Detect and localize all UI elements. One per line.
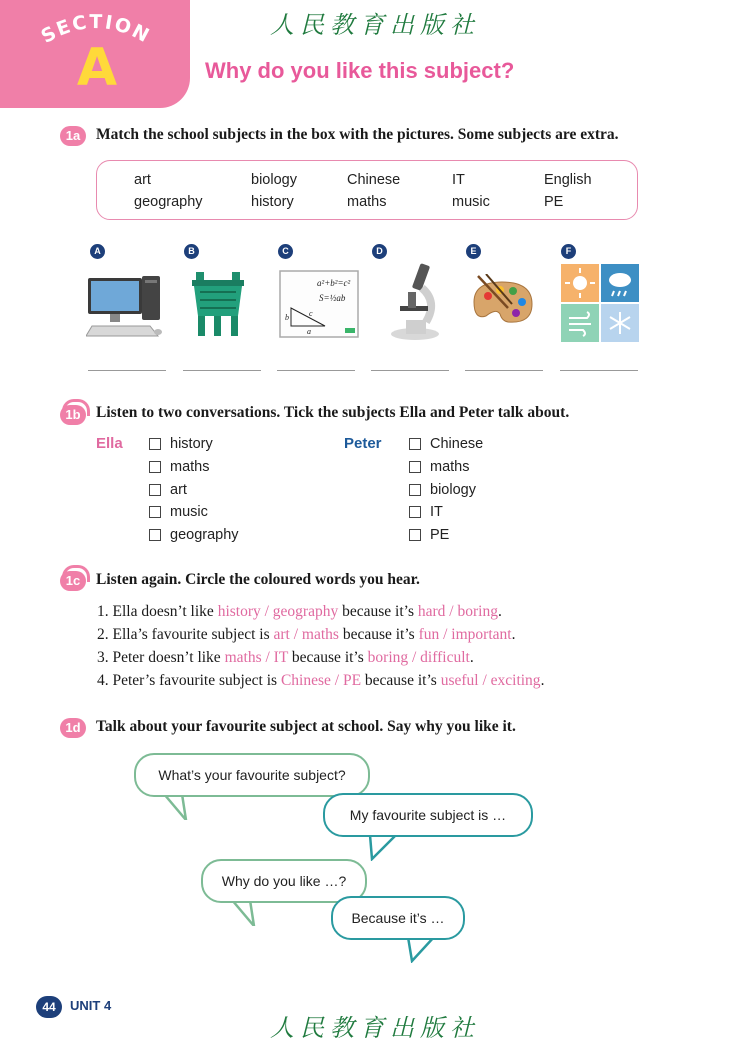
checkbox-peter-chinese[interactable] (409, 438, 421, 450)
sentence-text: because it’s (288, 649, 368, 666)
sentence-3 (97, 649, 474, 667)
bubble-2-tail (366, 835, 406, 861)
activity-1c-badge: 1c (60, 571, 86, 591)
sentence-text: . (469, 649, 474, 666)
peter-item-chinese: Chinese (430, 436, 484, 452)
word-maths: maths (347, 194, 387, 210)
activity-1a-badge: 1a (60, 126, 86, 146)
word-geography: geography (134, 194, 203, 210)
peter-item-biology: biology (430, 482, 476, 498)
bubble-3-tail (228, 900, 268, 926)
ella-item-maths: maths (170, 459, 210, 475)
answer-line-a[interactable] (88, 370, 166, 371)
answer-line-b[interactable] (183, 370, 261, 371)
picture-letter-e: E (466, 244, 481, 259)
word-music: music (452, 194, 490, 210)
sentence-text: Ella doesn’t like (112, 603, 218, 620)
triangle-side-b: b (285, 313, 289, 322)
speech-bubble-4: Because it’s … (331, 896, 465, 940)
ella-item-art: art (170, 482, 187, 498)
bronze-vessel-icon (188, 270, 248, 338)
sentence-number: 3. (97, 649, 109, 666)
highlight-choice[interactable]: hard / boring (417, 603, 498, 620)
section-letter: A (76, 38, 118, 98)
activity-1b-instruction: Listen to two conversations. Tick the subjects Ella and Peter talk about. (96, 404, 570, 421)
math-formula-icon (279, 270, 359, 338)
sentence-text: Ella’s favourite subject is (112, 626, 274, 643)
sentence-text: because it’s (338, 626, 419, 643)
activity-1a-instruction: Match the school subjects in the box with the pictures. Some subjects are extra. (96, 126, 619, 143)
peter-label: Peter (344, 435, 382, 452)
checkbox-peter-maths[interactable] (409, 461, 421, 473)
word-pe: PE (544, 194, 564, 210)
checkbox-peter-it[interactable] (409, 506, 421, 518)
picture-letter-f: F (561, 244, 576, 259)
activity-1d-instruction: Talk about your favourite subject at school. Say why you like it. (96, 718, 516, 735)
highlight-choice[interactable]: fun / important (418, 626, 512, 643)
word-english: English (544, 172, 592, 188)
sentence-text: because it’s (338, 603, 418, 620)
sentence-2 (97, 626, 515, 644)
ella-item-geography: geography (170, 527, 239, 543)
highlight-choice[interactable]: history / geography (217, 603, 339, 620)
word-it: IT (452, 172, 465, 188)
page-number: 44 (36, 996, 62, 1018)
microscope-icon (386, 262, 444, 342)
checkbox-ella-maths[interactable] (149, 461, 161, 473)
speech-bubble-1: What’s your favourite subject? (134, 753, 370, 797)
word-chinese: Chinese (347, 172, 401, 188)
word-art: art (134, 172, 151, 188)
checkbox-ella-music[interactable] (149, 506, 161, 518)
activity-1c-instruction: Listen again. Circle the coloured words you hear. (96, 571, 420, 588)
sentence-1 (97, 603, 502, 621)
activity-1b-badge: 1b (60, 405, 86, 425)
section-word-text: SECTION (37, 14, 155, 48)
speech-bubble-3: Why do you like …? (201, 859, 367, 903)
highlight-choice[interactable]: useful / exciting (440, 672, 541, 689)
picture-letter-d: D (372, 244, 387, 259)
sentence-text: because it’s (361, 672, 441, 689)
sentence-text: . (511, 626, 516, 643)
bubble-1-tail (160, 794, 200, 820)
sentence-4 (97, 672, 544, 690)
word-biology: biology (251, 172, 297, 188)
speech-bubble-2: My favourite subject is … (323, 793, 533, 837)
publisher-logo-bottom: 人民教育出版社 (270, 1014, 480, 1042)
sentence-text: Peter doesn’t like (112, 649, 225, 666)
picture-letter-b: B (184, 244, 199, 259)
answer-line-c[interactable] (277, 370, 355, 371)
page-title: Why do you like this subject? (205, 58, 515, 83)
peter-item-maths: maths (430, 459, 470, 475)
peter-item-it: IT (430, 504, 443, 520)
word-history: history (251, 194, 294, 210)
highlight-choice[interactable]: art / maths (273, 626, 339, 643)
triangle-side-c: c (309, 309, 313, 318)
paint-palette-icon (468, 274, 538, 330)
unit-label: UNIT 4 (70, 998, 112, 1013)
ella-item-history: history (170, 436, 213, 452)
checkbox-ella-art[interactable] (149, 484, 161, 496)
highlight-choice[interactable]: boring / difficult (367, 649, 470, 666)
picture-letter-a: A (90, 244, 105, 259)
highlight-choice[interactable]: Chinese / PE (280, 672, 362, 689)
picture-letter-c: C (278, 244, 293, 259)
peter-item-pe: PE (430, 527, 450, 543)
section-tab (0, 0, 190, 108)
bubble-4-tail (404, 937, 444, 963)
publisher-logo: 人民教育出版社 (270, 11, 480, 39)
sentence-text: . (497, 603, 502, 620)
checkbox-peter-biology[interactable] (409, 484, 421, 496)
checkbox-ella-history[interactable] (149, 438, 161, 450)
sentence-number: 4. (97, 672, 109, 689)
highlight-choice[interactable]: maths / IT (224, 649, 289, 666)
checkbox-ella-geography[interactable] (149, 529, 161, 541)
sentence-number: 2. (97, 626, 109, 643)
answer-line-f[interactable] (560, 370, 638, 371)
ella-item-music: music (170, 504, 208, 520)
sentence-number: 1. (97, 603, 109, 620)
sentence-text: . (540, 672, 545, 689)
answer-line-e[interactable] (465, 370, 543, 371)
formula-line-1: a²+b²=c² (317, 278, 351, 288)
answer-line-d[interactable] (371, 370, 449, 371)
formula-line-2: S=½ab (319, 293, 346, 303)
subject-word-box (96, 160, 638, 220)
weather-icon (561, 264, 639, 342)
ella-label: Ella (96, 435, 123, 452)
triangle-side-a: a (307, 327, 311, 336)
activity-1d-badge: 1d (60, 718, 86, 738)
sentence-text: Peter’s favourite subject is (112, 672, 281, 689)
computer-icon (86, 272, 164, 340)
checkbox-peter-pe[interactable] (409, 529, 421, 541)
